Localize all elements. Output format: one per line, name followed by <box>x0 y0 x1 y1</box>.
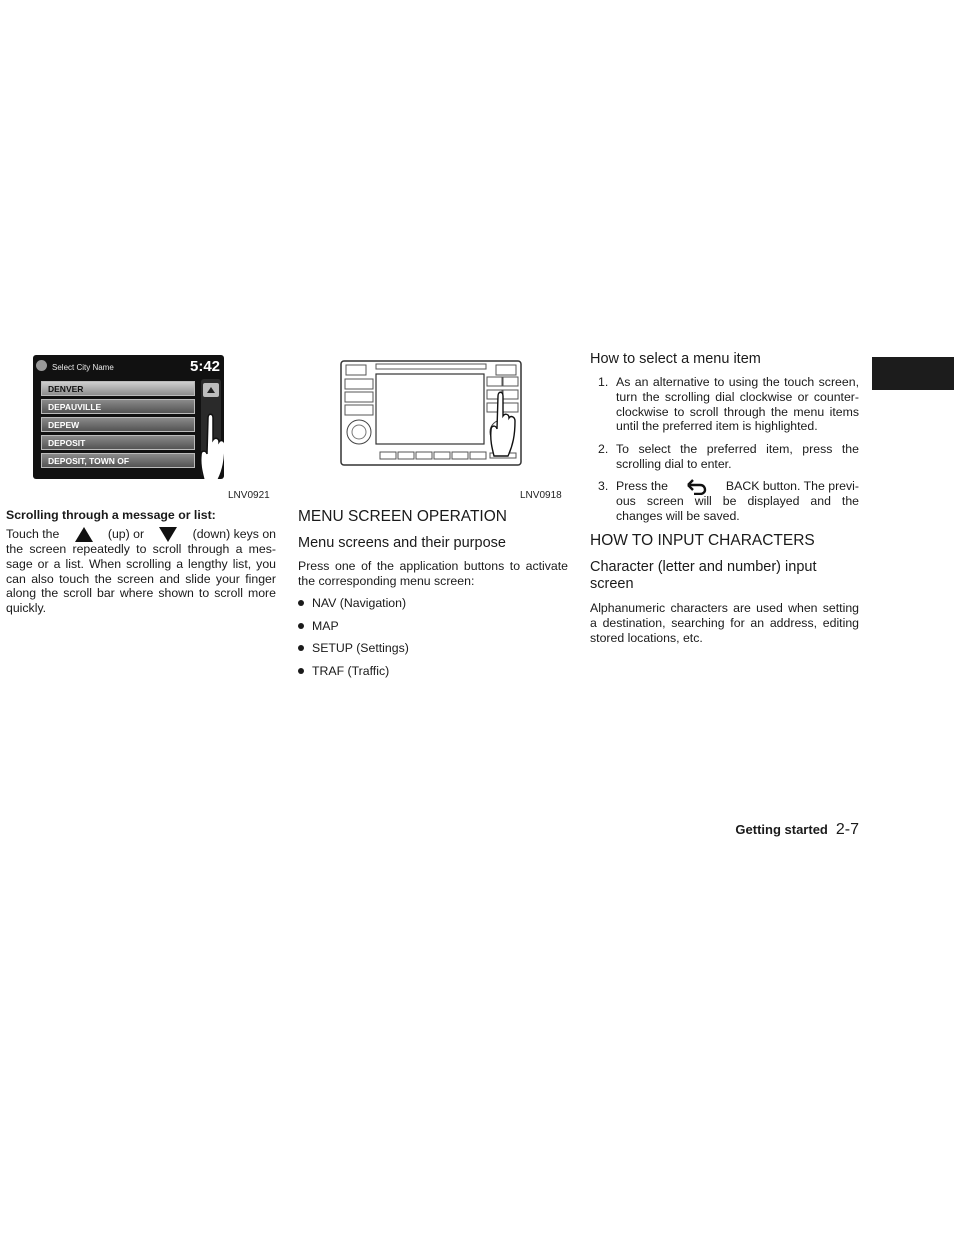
text-line: the screen repeatedly to scroll through a mes- <box>6 542 276 556</box>
bullet-icon <box>298 645 304 651</box>
bullet-text: SETUP (Settings) <box>312 641 409 655</box>
text-fragment: (up) or <box>107 527 145 542</box>
text-line: can also touch the screen and slide your finger <box>6 571 276 586</box>
text-fragment: Touch the <box>6 527 60 542</box>
text-line: scrolling dial to enter. <box>616 456 732 471</box>
figure-label: LNV0921 <box>228 490 270 501</box>
up-arrow-icon <box>75 527 93 542</box>
list-item-label: DEPOSIT, TOWN OF <box>48 456 130 466</box>
list-item-label: DEPAUVILLE <box>48 402 102 412</box>
text-line: stored locations, etc. <box>590 630 703 645</box>
bullet-text: NAV (Navigation) <box>312 596 407 610</box>
pointing-hand-icon <box>198 410 224 479</box>
text-line: a destination, searching for an address, editing <box>590 615 859 630</box>
sub-heading: screen <box>590 576 634 592</box>
text-line: sage or a list. When scrolling a lengthy list, you <box>6 556 276 571</box>
sub-heading: Menu screens and their purpose <box>298 535 506 551</box>
head-unit-illustration <box>340 360 522 466</box>
text-line: Press one of the application buttons to activate <box>298 559 568 573</box>
step-number: 1. <box>598 375 609 389</box>
step-text <box>616 375 859 434</box>
page-number: 2-7 <box>835 821 859 838</box>
list-screen-illustration <box>33 355 224 479</box>
text-fragment: (down) keys on <box>192 527 276 542</box>
text-fragment: Press the <box>616 479 668 494</box>
bullet-icon <box>298 668 304 674</box>
head-unit-drawing <box>340 360 522 466</box>
bullet-text: MAP <box>312 619 339 633</box>
step-text <box>616 479 859 524</box>
section-heading: HOW TO INPUT CHARACTERS <box>590 532 815 549</box>
bullet-text: TRAF (Traffic) <box>312 664 390 678</box>
step-text <box>616 442 859 472</box>
bullet-item <box>298 596 406 610</box>
bullet-item <box>298 619 339 633</box>
text-line: quickly. <box>6 601 47 616</box>
section-heading: MENU SCREEN OPERATION <box>298 508 507 525</box>
list-item[interactable] <box>41 417 195 432</box>
app-logo-icon <box>36 360 47 371</box>
list-item-label: DEPOSIT <box>48 438 86 448</box>
list-item-label: DENVER <box>48 384 84 394</box>
list-screen-title: Select City Name <box>52 363 114 372</box>
input-paragraph <box>590 601 859 645</box>
text-line: To select the preferred item, press the <box>616 442 859 456</box>
sub-heading: How to select a menu item <box>590 351 761 367</box>
list-item[interactable] <box>41 453 195 468</box>
chapter-tab <box>872 357 954 390</box>
list-screen-clock: 5:42 <box>190 358 221 375</box>
bullet-item <box>298 641 409 655</box>
text-fragment: BACK button. The previ- <box>725 479 859 494</box>
sub-heading: Character (letter and number) input <box>590 559 817 575</box>
text-line: the corresponding menu screen: <box>298 573 475 588</box>
scroll-up-button[interactable] <box>203 383 219 397</box>
bullet-item <box>298 664 389 678</box>
text-line: turn the scrolling dial clockwise or counter- <box>616 389 859 404</box>
step-number: 2. <box>598 442 609 456</box>
list-item-label: DEPEW <box>48 420 80 430</box>
down-arrow-icon <box>159 527 177 542</box>
step-number: 3. <box>598 479 609 493</box>
intro-paragraph <box>298 559 568 589</box>
text-line: until the preferred item is highlighted. <box>616 419 818 434</box>
page-footer <box>735 821 859 839</box>
list-item[interactable] <box>41 435 195 450</box>
text-line: changes will be saved. <box>616 508 740 523</box>
footer-section: Getting started <box>735 822 828 837</box>
text-line: ous screen will be displayed and the <box>616 494 859 508</box>
back-icon <box>687 479 707 495</box>
bullet-icon <box>298 623 304 629</box>
bullet-icon <box>298 600 304 606</box>
scrolling-paragraph <box>6 527 276 616</box>
scrolling-heading: Scrolling through a message or list: <box>6 508 216 522</box>
text-line: Alphanumeric characters are used when setting <box>590 601 859 615</box>
text-line: As an alternative to using the touch screen, <box>616 375 859 389</box>
list-item[interactable] <box>41 399 195 414</box>
figure-label: LNV0918 <box>520 490 562 501</box>
text-line: clockwise to scroll through the menu items <box>616 404 859 419</box>
arrow-up-icon <box>207 387 215 393</box>
text-line: along the scroll bar where shown to scroll more <box>6 586 276 601</box>
list-item[interactable] <box>41 381 195 396</box>
